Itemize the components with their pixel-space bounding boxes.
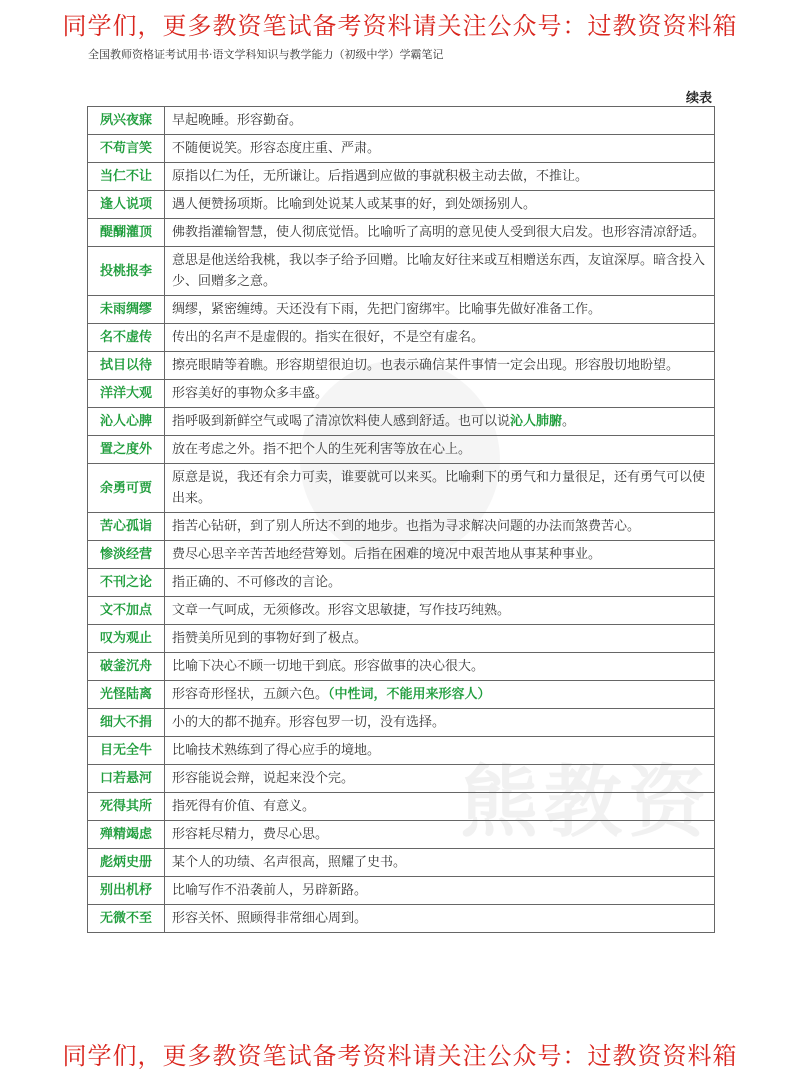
- table-row: [88, 793, 715, 821]
- definition-text: 早起晚睡。形容勤奋。: [172, 113, 303, 128]
- idiom-term: 置之度外: [88, 436, 165, 464]
- definition-text: 原意是说，我还有余力可卖，谁要就可以来买。比喻剩下的勇气和力量很足，还有勇气可以使出来。: [172, 470, 706, 506]
- idiom-term: 别出机杼: [88, 877, 165, 905]
- table-row: [88, 625, 715, 653]
- idiom-definition: [165, 352, 715, 380]
- definition-text: 形容能说会辩，说起来没个完。: [172, 771, 355, 786]
- idiom-term: 惨淡经营: [88, 541, 165, 569]
- idiom-term: 无微不至: [88, 905, 165, 933]
- definition-text: 绸缪，紧密缠缚。天还没有下雨，先把门窗绑牢。比喻事先做好准备工作。: [172, 302, 602, 317]
- definition-text: 比喻下决心不顾一切地干到底。形容做事的决心很大。: [172, 659, 485, 674]
- definition-text: 不随便说笑。形容态度庄重、严肃。: [172, 141, 381, 156]
- definition-text: 原指以仁为任，无所谦让。后指遇到应做的事就积极主动去做，不推让。: [172, 169, 589, 184]
- table-row: [88, 597, 715, 625]
- idiom-term: 目无全牛: [88, 737, 165, 765]
- idiom-term: 名不虚传: [88, 324, 165, 352]
- table-row: [88, 436, 715, 464]
- idiom-definition: [165, 793, 715, 821]
- idiom-definition: [165, 436, 715, 464]
- promo-banner-top: 同学们，更多教资笔试备考资料请关注公众号：过教资资料箱: [62, 12, 738, 40]
- table-row: [88, 408, 715, 436]
- idiom-definition: [165, 821, 715, 849]
- definition-text: 指正确的、不可修改的言论。: [172, 575, 342, 590]
- idiom-definition: [165, 513, 715, 541]
- definition-text: 传出的名声不是虚假的。指实在很好，不是空有虚名。: [172, 330, 485, 345]
- promo-banner-bottom: 同学们，更多教资笔试备考资料请关注公众号：过教资资料箱: [62, 1042, 738, 1070]
- definition-text: 形容耗尽精力，费尽心思。: [172, 827, 329, 842]
- idiom-definition: [165, 597, 715, 625]
- table-row: [88, 681, 715, 709]
- idiom-term: 沁人心脾: [88, 408, 165, 436]
- definition-highlight: （中性词，不能用来形容人）: [328, 687, 491, 702]
- book-subtitle: 全国教师资格证考试用书·语文学科知识与教学能力（初级中学）学霸笔记: [88, 48, 444, 61]
- idiom-definition: [165, 737, 715, 765]
- table-row: [88, 296, 715, 324]
- idiom-definition: [165, 135, 715, 163]
- table-row: [88, 247, 715, 296]
- idiom-definition: [165, 464, 715, 513]
- definition-text: 遇人便赞扬项斯。比喻到处说某人或某事的好，到处颂扬别人。: [172, 197, 537, 212]
- table-row: [88, 737, 715, 765]
- idiom-definition: [165, 541, 715, 569]
- definition-text: 佛教指灌输智慧，使人彻底觉悟。比喻听了高明的意见使人受到很大启发。也形容清凉舒适。: [172, 225, 706, 240]
- idiom-term: 口若悬河: [88, 765, 165, 793]
- continued-label: 续表: [685, 91, 712, 106]
- idiom-term: 死得其所: [88, 793, 165, 821]
- table-row: [88, 135, 715, 163]
- table-row: [88, 380, 715, 408]
- idiom-term: 文不加点: [88, 597, 165, 625]
- definition-text: 某个人的功绩、名声很高，照耀了史书。: [172, 855, 407, 870]
- definition-text: 比喻技术熟练到了得心应手的境地。: [172, 743, 381, 758]
- table-row: [88, 324, 715, 352]
- idiom-term: 拭目以待: [88, 352, 165, 380]
- table-row: [88, 821, 715, 849]
- table-row: [88, 569, 715, 597]
- definition-text: 费尽心思辛辛苦苦地经营筹划。后指在困难的境况中艰苦地从事某种事业。: [172, 547, 602, 562]
- idiom-definition: [165, 849, 715, 877]
- idiom-definition: [165, 709, 715, 737]
- idiom-definition: [165, 681, 715, 709]
- idiom-term: 叹为观止: [88, 625, 165, 653]
- idiom-definition: [165, 653, 715, 681]
- idiom-definition: [165, 765, 715, 793]
- definition-text: 文章一气呵成，无须修改。形容文思敏捷，写作技巧纯熟。: [172, 603, 511, 618]
- idiom-term: 未雨绸缪: [88, 296, 165, 324]
- idiom-term: 夙兴夜寐: [88, 107, 165, 135]
- definition-text: 比喻写作不沿袭前人，另辟新路。: [172, 883, 368, 898]
- idiom-term: 细大不捐: [88, 709, 165, 737]
- table-row: [88, 163, 715, 191]
- idiom-term: 投桃报李: [88, 247, 165, 296]
- definition-text: 小的大的都不抛弃。形容包罗一切，没有选择。: [172, 715, 446, 730]
- table-row: [88, 219, 715, 247]
- idiom-definition: [165, 380, 715, 408]
- idiom-term: 殚精竭虑: [88, 821, 165, 849]
- idiom-definition: [165, 219, 715, 247]
- table-row: [88, 653, 715, 681]
- idiom-definition: [165, 569, 715, 597]
- definition-text: 指呼吸到新鲜空气或喝了清凉饮料使人感到舒适。也可以说: [172, 414, 511, 429]
- idiom-term: 彪炳史册: [88, 849, 165, 877]
- table-row: [88, 352, 715, 380]
- definition-highlight: 沁人肺腑: [510, 414, 563, 429]
- table-row: [88, 849, 715, 877]
- table-row: [88, 464, 715, 513]
- table-row: [88, 107, 715, 135]
- definition-text: 擦亮眼睛等着瞧。形容期望很迫切。也表示确信某件事情一定会出现。形容殷切地盼望。: [172, 358, 680, 373]
- idiom-term: 不刊之论: [88, 569, 165, 597]
- idiom-definition: [165, 877, 715, 905]
- idiom-definition: [165, 324, 715, 352]
- idiom-term: 当仁不让: [88, 163, 165, 191]
- idiom-table-body: [88, 107, 715, 933]
- idiom-definition: [165, 247, 715, 296]
- idiom-term: 不苟言笑: [88, 135, 165, 163]
- table-row: [88, 905, 715, 933]
- idiom-term: 光怪陆离: [88, 681, 165, 709]
- table-row: [88, 541, 715, 569]
- idiom-term: 逢人说项: [88, 191, 165, 219]
- definition-text: 形容美好的事物众多丰盛。: [172, 386, 329, 401]
- idiom-term: 醍醐灌顶: [88, 219, 165, 247]
- idiom-definition: [165, 107, 715, 135]
- idiom-definition: [165, 625, 715, 653]
- idiom-term: 洋洋大观: [88, 380, 165, 408]
- table-row: [88, 765, 715, 793]
- definition-text: 放在考虑之外。指不把个人的生死利害等放在心上。: [172, 442, 472, 457]
- idiom-term: 破釜沉舟: [88, 653, 165, 681]
- definition-text: 意思是他送给我桃，我以李子给予回赠。比喻友好往来或互相赠送东西，友谊深厚。暗含投入少、回赠多之意。: [172, 253, 706, 289]
- table-row: [88, 513, 715, 541]
- definition-tail: 。: [562, 414, 576, 429]
- definition-text: 形容关怀、照顾得非常细心周到。: [172, 911, 368, 926]
- idiom-table: [87, 106, 715, 933]
- table-row: [88, 191, 715, 219]
- idiom-definition: [165, 296, 715, 324]
- definition-text: 形容奇形怪状，五颜六色。: [172, 687, 329, 702]
- watermark-text: 熊教资: [460, 758, 713, 848]
- definition-text: 指苦心钻研，到了别人所达不到的地步。也指为寻求解决问题的办法而煞费苦心。: [172, 519, 641, 534]
- idiom-term: 苦心孤诣: [88, 513, 165, 541]
- definition-text: 指死得有价值、有意义。: [172, 799, 316, 814]
- idiom-definition: [165, 905, 715, 933]
- table-row: [88, 877, 715, 905]
- idiom-term: 余勇可贾: [88, 464, 165, 513]
- idiom-definition: [165, 191, 715, 219]
- definition-text: 指赞美所见到的事物好到了极点。: [172, 631, 368, 646]
- idiom-definition: [165, 408, 715, 436]
- idiom-definition: [165, 163, 715, 191]
- table-row: [88, 709, 715, 737]
